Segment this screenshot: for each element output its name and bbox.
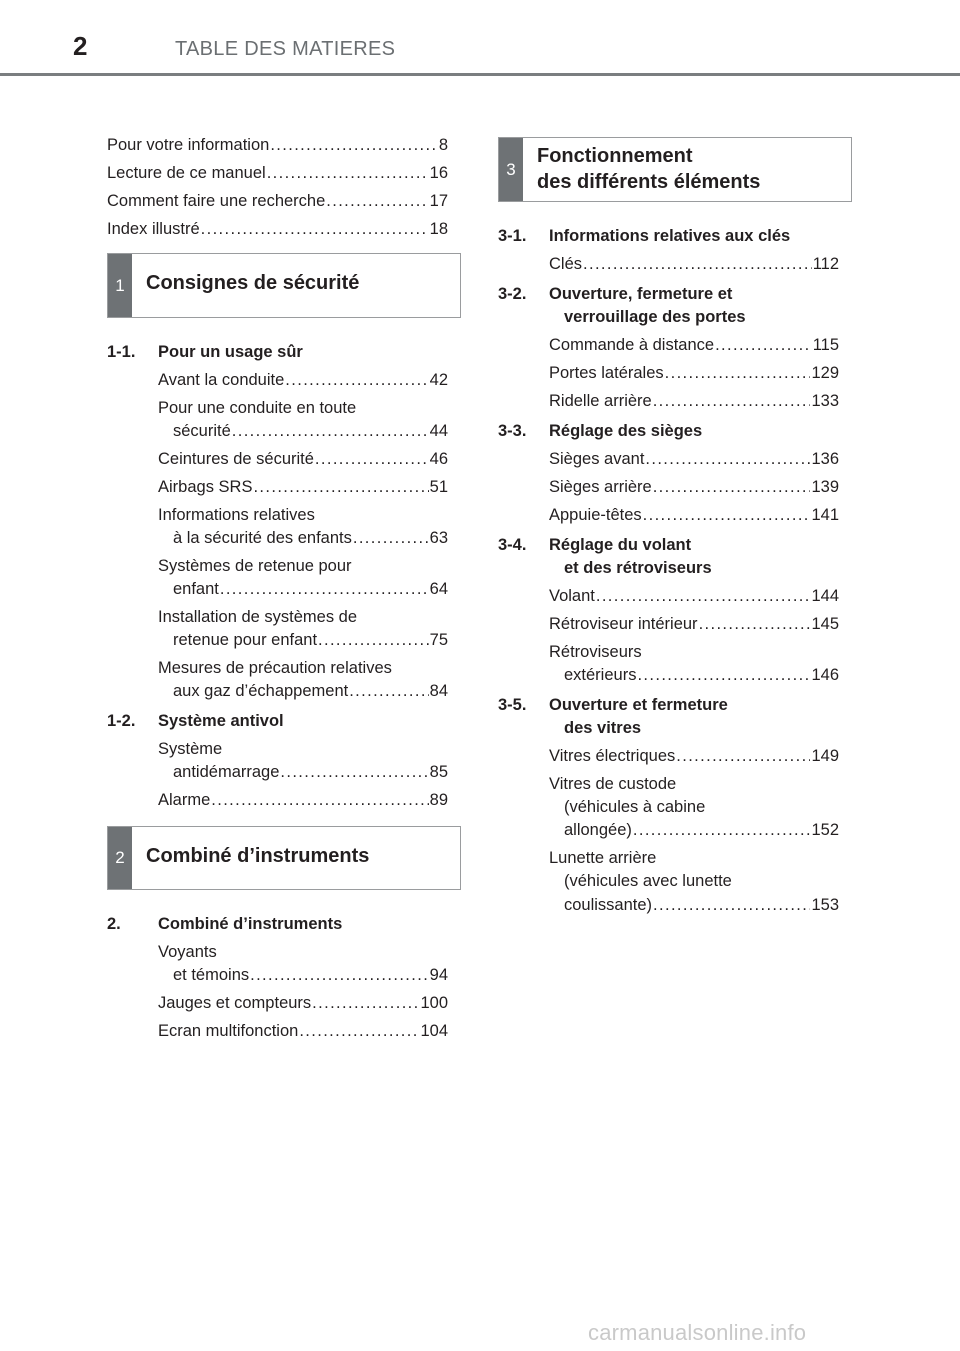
entry-title: Comment faire une recherche <box>107 192 326 210</box>
entry-page: 145 <box>811 615 839 633</box>
entry-page: 16 <box>429 164 448 182</box>
entry-title: Ecran multifonction <box>158 1022 299 1040</box>
entry-page: 46 <box>429 450 448 468</box>
toc-entry[interactable] <box>173 965 448 985</box>
entry-title: Ceintures de sécurité <box>158 450 314 468</box>
section-heading[interactable] <box>498 535 691 555</box>
toc-entry[interactable] <box>107 219 448 239</box>
entry-page: 146 <box>811 666 839 684</box>
section-heading[interactable] <box>498 695 728 715</box>
toc-entry[interactable] <box>564 665 839 685</box>
toc-entry[interactable] <box>173 579 448 599</box>
entry-title: Alarme <box>158 791 211 809</box>
entry-line: Vitres de custode <box>549 775 677 793</box>
dot-leader <box>232 421 429 441</box>
entry-page: 115 <box>812 336 839 354</box>
entry-page: 75 <box>429 631 448 649</box>
entry-title: à la sécurité des enfants <box>173 529 352 547</box>
chapter-1-box[interactable] <box>107 253 461 318</box>
toc-entry[interactable] <box>549 335 839 355</box>
entry-page: 149 <box>811 747 839 765</box>
dot-leader <box>653 391 811 411</box>
entry-page: 133 <box>811 392 839 410</box>
entry-title: Commande à distance <box>549 336 715 354</box>
dot-leader <box>250 965 429 985</box>
toc-entry[interactable] <box>173 762 448 782</box>
dot-leader <box>653 477 811 497</box>
page-header <box>0 0 960 78</box>
entry-page: 84 <box>429 682 448 700</box>
entry-line: Mesures de précaution relatives <box>158 659 392 677</box>
dot-leader <box>583 254 812 274</box>
entry-line: Pour une conduite en toute <box>158 399 357 417</box>
section-heading[interactable] <box>498 226 790 246</box>
entry-page: 94 <box>429 966 448 984</box>
section-title: Ouverture, fermeture et <box>549 285 733 303</box>
chapter-title: Combiné d’instruments <box>146 845 370 867</box>
entry-page: 17 <box>429 192 448 210</box>
toc-entry[interactable] <box>549 363 839 383</box>
entry-page: 129 <box>811 364 839 382</box>
chapter-2-box[interactable] <box>107 826 461 890</box>
section-title: Informations relatives aux clés <box>549 227 791 245</box>
toc-entry[interactable] <box>549 254 839 274</box>
toc-entry[interactable] <box>107 163 448 183</box>
entry-page: 18 <box>429 220 448 238</box>
section-title: Combiné d’instruments <box>158 915 343 933</box>
section-number: 3-3. <box>498 422 527 440</box>
section-title-cont: des vitres <box>564 719 642 737</box>
dot-leader <box>633 820 811 840</box>
dot-leader <box>596 586 811 606</box>
entry-page: 42 <box>429 371 448 389</box>
entry-title: Airbags SRS <box>158 478 253 496</box>
dot-leader <box>253 477 428 497</box>
section-number: 3-1. <box>498 227 527 245</box>
entry-title: Rétroviseur intérieur <box>549 615 698 633</box>
entry-title: et témoins <box>173 966 250 984</box>
chapter-title: Consignes de sécurité <box>146 272 360 294</box>
entry-page: 139 <box>811 478 839 496</box>
chapter-3-box[interactable] <box>498 137 852 202</box>
watermark: carmanualsonline.info <box>588 1320 807 1345</box>
dot-leader <box>326 191 428 211</box>
entry-page: 153 <box>811 896 839 914</box>
entry-page: 85 <box>429 763 448 781</box>
entry-line: Rétroviseurs <box>549 643 642 661</box>
toc-entry[interactable] <box>173 421 448 441</box>
toc-entry[interactable] <box>107 135 448 155</box>
entry-page: 89 <box>429 791 448 809</box>
dot-leader <box>653 895 810 915</box>
entry-title: coulissante) <box>564 896 653 914</box>
dot-leader <box>318 630 429 650</box>
entry-line: Voyants <box>158 943 217 961</box>
chapter-tab: 3 <box>499 138 523 201</box>
entry-page: 63 <box>429 529 448 547</box>
entry-title: Clés <box>549 255 583 273</box>
section-number: 1-2. <box>107 712 136 730</box>
entry-title: aux gaz d’échappement <box>173 682 349 700</box>
entry-page: 100 <box>420 994 448 1012</box>
entry-line: Système <box>158 740 223 758</box>
entry-line: (véhicules avec lunette <box>564 872 732 890</box>
toc-entry[interactable] <box>158 790 448 810</box>
section-title: Ouverture et fermeture <box>549 696 728 714</box>
toc-entry[interactable] <box>564 820 839 840</box>
entry-title: retenue pour enfant <box>173 631 318 649</box>
toc-entry[interactable] <box>549 449 839 469</box>
section-number: 2. <box>107 915 121 933</box>
section-heading[interactable] <box>107 711 284 731</box>
dot-leader <box>201 219 429 239</box>
page-title: TABLE DES MATIERES <box>175 38 396 60</box>
toc-entry[interactable] <box>158 1021 448 1041</box>
section-heading[interactable] <box>498 421 702 441</box>
section-title-cont: et des rétroviseurs <box>564 559 712 577</box>
dot-leader <box>280 762 428 782</box>
toc-entry[interactable] <box>158 477 448 497</box>
entry-page: 152 <box>811 821 839 839</box>
dot-leader <box>645 449 810 469</box>
entry-title: Portes latérales <box>549 364 664 382</box>
chapter-tab: 1 <box>108 254 132 317</box>
entry-title: Pour votre information <box>107 136 270 154</box>
entry-title: Index illustré <box>107 220 200 238</box>
entry-title: antidémarrage <box>173 763 280 781</box>
toc-entry[interactable] <box>549 477 839 497</box>
dot-leader <box>665 363 811 383</box>
section-number: 3-5. <box>498 696 527 714</box>
entry-title: enfant <box>173 580 219 598</box>
page-number: 2 <box>73 31 88 61</box>
entry-page: 64 <box>429 580 448 598</box>
toc-entry[interactable] <box>549 391 839 411</box>
dot-leader <box>220 579 429 599</box>
section-title: Pour un usage sûr <box>158 343 303 361</box>
entry-page: 136 <box>811 450 839 468</box>
toc-entry[interactable] <box>549 505 839 525</box>
toc-entry[interactable] <box>107 191 448 211</box>
toc-entry[interactable] <box>549 746 839 766</box>
entry-page: 51 <box>429 478 448 496</box>
toc-entry[interactable] <box>173 681 448 701</box>
entry-title: Lecture de ce manuel <box>107 164 266 182</box>
section-title: Réglage des sièges <box>549 422 703 440</box>
dot-leader <box>637 665 810 685</box>
entry-title: Avant la conduite <box>158 371 285 389</box>
dot-leader <box>349 681 428 701</box>
dot-leader <box>715 335 812 355</box>
toc-entry[interactable] <box>173 528 448 548</box>
section-number: 3-2. <box>498 285 527 303</box>
toc-entry[interactable] <box>549 614 839 634</box>
chapter-tab: 2 <box>108 827 132 889</box>
toc-entry[interactable] <box>158 449 448 469</box>
entry-title: Sièges avant <box>549 450 645 468</box>
entry-line: Informations relatives <box>158 506 315 524</box>
entry-line: (véhicules à cabine <box>564 798 706 816</box>
entry-title: extérieurs <box>564 666 637 684</box>
entry-line: Installation de systèmes de <box>158 608 358 626</box>
toc-entry[interactable] <box>564 895 839 915</box>
dot-leader <box>267 163 429 183</box>
dot-leader <box>285 370 428 390</box>
chapter-title-line2: des différents éléments <box>537 171 761 193</box>
dot-leader <box>312 993 419 1013</box>
section-heading[interactable] <box>498 284 732 304</box>
section-heading[interactable] <box>107 914 342 934</box>
entry-line: Systèmes de retenue pour <box>158 557 352 575</box>
entry-title: Ridelle arrière <box>549 392 652 410</box>
entry-title: allongée) <box>564 821 632 839</box>
dot-leader <box>315 449 429 469</box>
toc-entry[interactable] <box>549 586 839 606</box>
dot-leader <box>211 790 428 810</box>
header-divider <box>0 73 960 76</box>
section-number: 1-1. <box>107 343 136 361</box>
entry-page: 104 <box>420 1022 448 1040</box>
section-number: 3-4. <box>498 536 527 554</box>
dot-leader <box>353 528 429 548</box>
dot-leader <box>699 614 811 634</box>
toc-entry[interactable] <box>173 630 448 650</box>
entry-page: 144 <box>811 587 839 605</box>
chapter-title-line1: Fonctionnement <box>537 145 693 167</box>
entry-page: 44 <box>429 422 448 440</box>
entry-title: Jauges et compteurs <box>158 994 312 1012</box>
dot-leader <box>676 746 810 766</box>
entry-page: 112 <box>812 255 839 273</box>
dot-leader <box>643 505 811 525</box>
toc-entry[interactable] <box>158 993 448 1013</box>
entry-page: 8 <box>438 136 448 154</box>
entry-page: 141 <box>811 506 839 524</box>
section-title-cont: verrouillage des portes <box>564 308 746 326</box>
entry-title: sécurité <box>173 422 231 440</box>
entry-title: Vitres électriques <box>549 747 676 765</box>
section-title: Système antivol <box>158 712 284 730</box>
dot-leader <box>299 1021 419 1041</box>
section-heading[interactable] <box>107 342 303 362</box>
toc-entry[interactable] <box>158 370 448 390</box>
entry-title: Volant <box>549 587 595 605</box>
entry-title: Sièges arrière <box>549 478 652 496</box>
entry-line: Lunette arrière <box>549 849 657 867</box>
section-title: Réglage du volant <box>549 536 692 554</box>
entry-title: Appuie-têtes <box>549 506 642 524</box>
dot-leader <box>270 135 437 155</box>
